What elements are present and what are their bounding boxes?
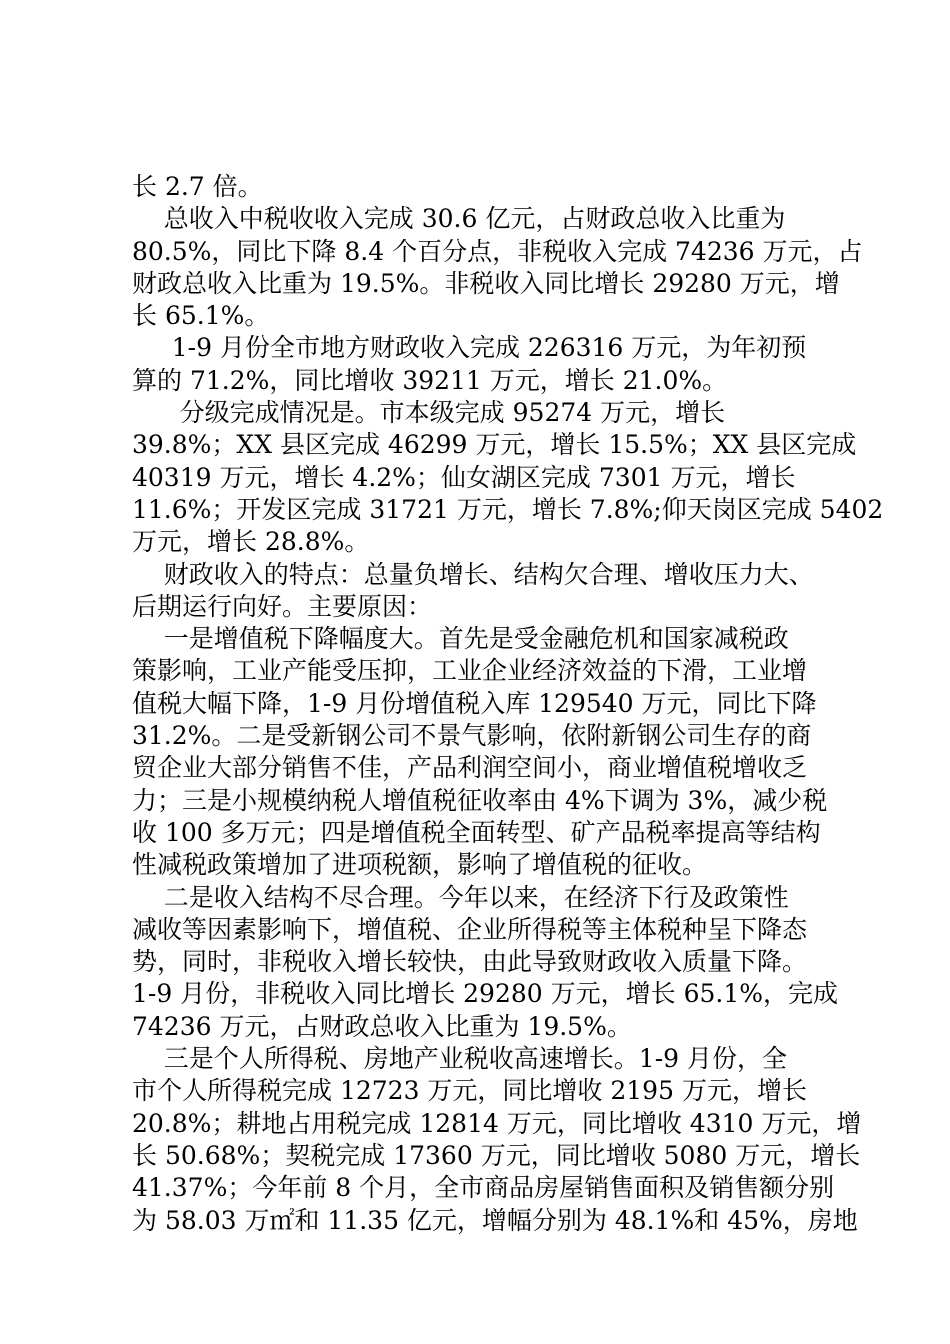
text-line: 减收等因素影响下，增值税、企业所得税等主体税种呈下降态 (132, 914, 808, 944)
text-line: 贸企业大部分销售不佳，产品利润空间小，商业增值税增收乏 (132, 753, 808, 783)
text-line: 总收入中税收收入完成 30.6 亿元，占财政总收入比重为 (132, 204, 786, 234)
text-line: 1-9 月份全市地方财政收入完成 226316 万元，为年初预 (132, 333, 807, 363)
text-line: 41.37%；今年前 8 个月，全市商品房屋销售面积及销售额分别 (132, 1173, 835, 1203)
text-line: 长 50.68%；契税完成 17360 万元，同比增收 5080 万元，增长 (132, 1140, 861, 1170)
text-line: 三是个人所得税、房地产业税收高速增长。1-9 月份，全 (132, 1044, 787, 1074)
text-line: 策影响，工业产能受压抑，工业企业经济效益的下滑，工业增 (132, 656, 808, 686)
text-line: 40319 万元，增长 4.2%；仙女湖区完成 7301 万元，增长 (132, 462, 796, 492)
document-body (132, 171, 884, 1237)
text-line: 一是增值税下降幅度大。首先是受金融危机和国家减税政 (132, 624, 789, 654)
text-line: 为 58.03 万㎡和 11.35 亿元，增幅分别为 48.1%和 45%，房地 (132, 1205, 858, 1235)
text-line: 市个人所得税完成 12723 万元，同比增收 2195 万元，增长 (132, 1076, 807, 1106)
text-line: 74236 万元，占财政总收入比重为 19.5%。 (132, 1011, 632, 1041)
text-line: 财政收入的特点：总量负增长、结构欠合理、增收压力大、 (132, 559, 814, 589)
text-line: 性减税政策增加了进项税额，影响了增值税的征收。 (132, 850, 708, 880)
text-line: 长 65.1%。 (132, 301, 270, 331)
text-line: 20.8%；耕地占用税完成 12814 万元，同比增收 4310 万元，增 (132, 1108, 862, 1138)
text-line: 势，同时，非税收入增长较快，由此导致财政收入质量下降。 (132, 947, 808, 977)
text-line: 收 100 多万元；四是增值税全面转型、矿产品税率提高等结构 (132, 817, 821, 847)
text-line: 39.8%；XX 县区完成 46299 万元，增长 15.5%；XX 县区完成 (132, 430, 857, 460)
text-line: 算的 71.2%，同比增收 39211 万元，增长 21.0%。 (132, 365, 728, 395)
text-line: 后期运行向好。主要原因： (132, 591, 433, 621)
text-line: 财政总收入比重为 19.5%。非税收入同比增长 29280 万元，增 (132, 268, 840, 298)
text-line: 80.5%，同比下降 8.4 个百分点，非税收入完成 74236 万元，占 (132, 236, 863, 266)
text-line: 分级完成情况是。市本级完成 95274 万元，增长 (132, 398, 726, 428)
text-line: 31.2%。二是受新钢公司不景气影响，依附新钢公司生存的商 (132, 721, 812, 751)
text-line: 1-9 月份，非税收入同比增长 29280 万元，增长 65.1%，完成 (132, 979, 838, 1009)
text-line: 11.6%；开发区完成 31721 万元，增长 7.8%;仰天岗区完成 5402 (132, 494, 884, 524)
text-line: 万元，增长 28.8%。 (132, 527, 370, 557)
text-line: 二是收入结构不尽合理。今年以来，在经济下行及政策性 (132, 882, 789, 912)
text-line: 值税大幅下降，1-9 月份增值税入库 129540 万元，同比下降 (132, 688, 817, 718)
text-line: 长 2.7 倍。 (132, 172, 263, 201)
text-line: 力；三是小规模纳税人增值税征收率由 4%下调为 3%，减少税 (132, 785, 828, 815)
